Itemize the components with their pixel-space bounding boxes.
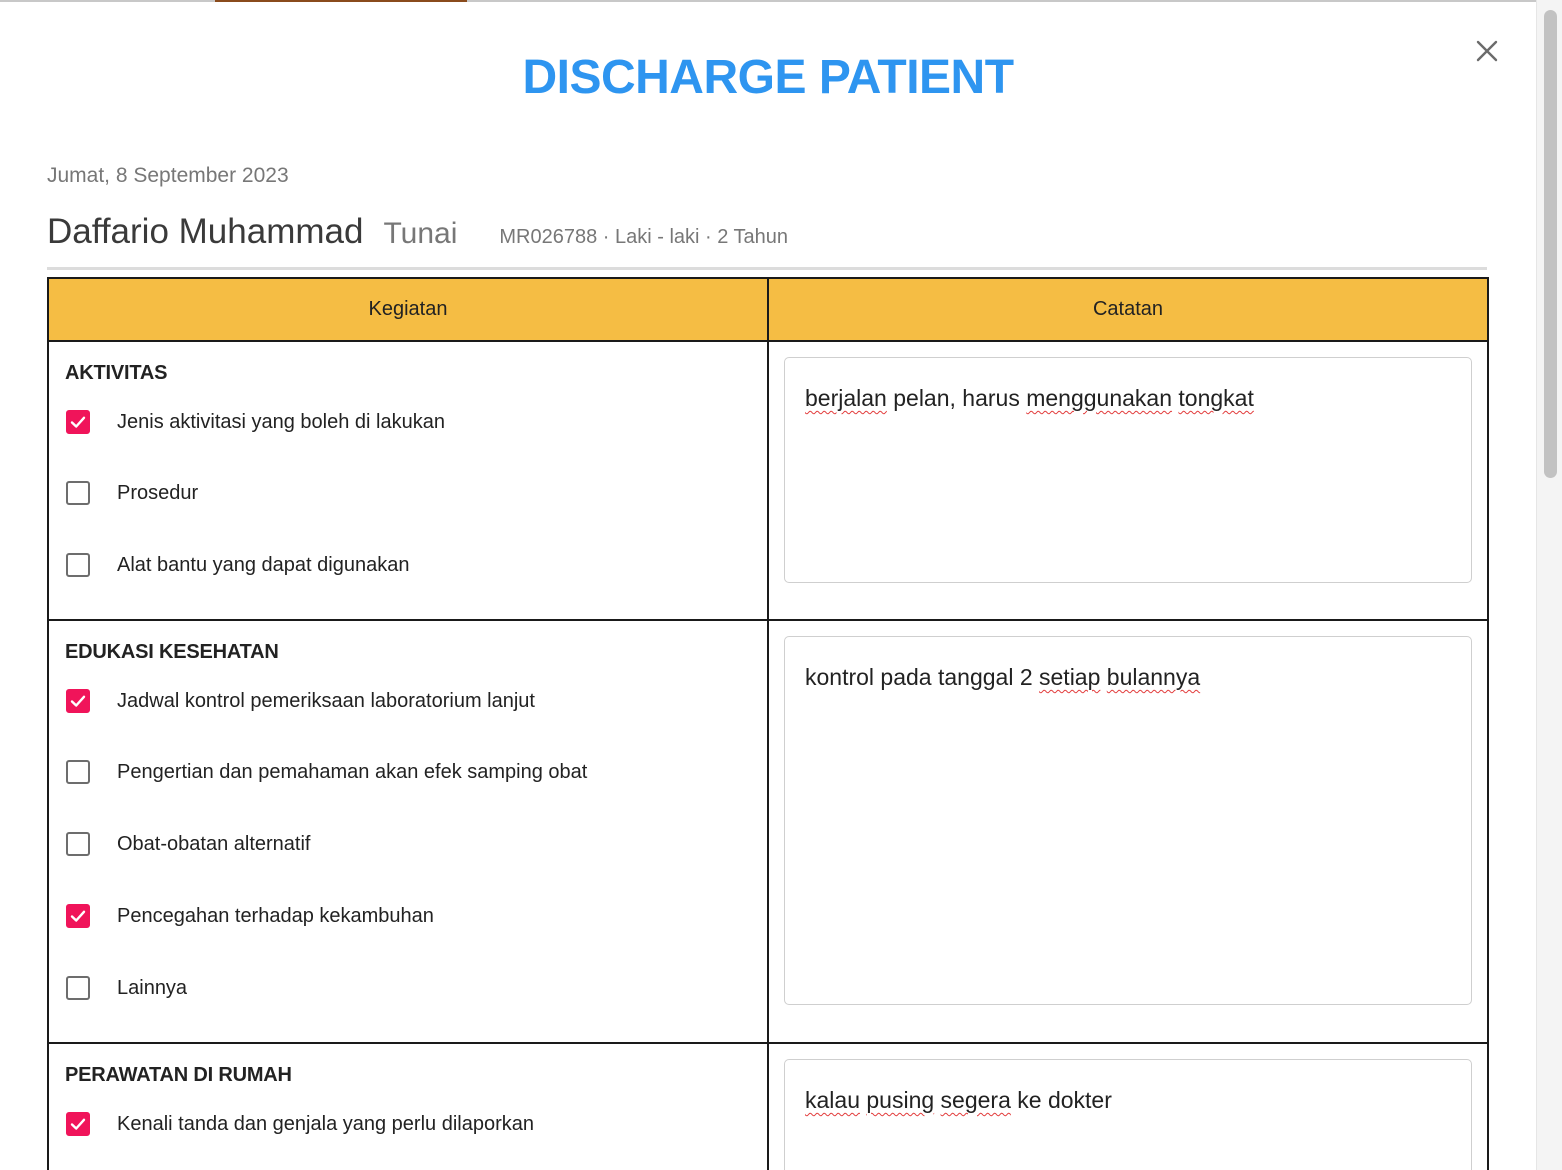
activity-cell (48, 1043, 768, 1170)
notes-textarea[interactable]: kalau pusing segera ke dokter (784, 1059, 1472, 1170)
discharge-modal (0, 2, 1536, 1170)
check-icon (69, 1115, 87, 1133)
check-item[interactable] (50, 387, 766, 457)
note-word: kalau (805, 1087, 860, 1113)
checkbox-label: Jadwal kontrol pemeriksaan laboratorium lanjut (117, 689, 535, 712)
check-icon (69, 692, 87, 710)
note-word: menggunakan (1026, 385, 1173, 411)
checkbox[interactable] (66, 410, 90, 434)
notes-cell (768, 1043, 1488, 1170)
checkbox[interactable] (66, 976, 90, 1000)
section-row-aktivitas (48, 341, 1488, 620)
checkbox-label: Lainnya (117, 976, 188, 999)
section-title: PERAWATAN DI RUMAH (65, 1064, 292, 1086)
checkbox[interactable] (66, 760, 90, 784)
activity-cell (48, 620, 768, 1043)
notes-textarea[interactable]: berjalan pelan, harus menggunakan tongkat (784, 357, 1472, 583)
checkbox[interactable] (66, 904, 90, 928)
check-item[interactable] (50, 952, 766, 1024)
section-row-edukasi-kesehatan (48, 620, 1488, 1043)
payment-type: Tunai (383, 217, 458, 250)
check-item[interactable] (50, 808, 766, 880)
checkbox-label: Alat bantu yang dapat digunakan (117, 553, 410, 576)
header-divider (47, 267, 1487, 270)
checkbox[interactable] (66, 481, 90, 505)
checkbox-label: Pengertian dan pemahaman akan efek samping obat (117, 760, 588, 783)
patient-meta: MR026788 · Laki - laki · 2 Tahun (499, 226, 789, 248)
column-header-activity: Kegiatan (48, 278, 768, 341)
table-header-row (48, 278, 1488, 341)
note-word: setiap (1039, 664, 1101, 690)
section-row-perawatan-di-rumah (48, 1043, 1488, 1170)
checkbox-label: Prosedur (117, 481, 199, 504)
checkbox-label: Obat-obatan alternatif (117, 832, 311, 855)
section-title: EDUKASI KESEHATAN (65, 641, 279, 663)
page-title: DISCHARGE PATIENT (522, 51, 1014, 104)
check-item[interactable] (50, 457, 766, 529)
patient-info (47, 212, 1487, 258)
check-item[interactable] (50, 529, 766, 601)
close-button[interactable] (1470, 34, 1504, 68)
check-item[interactable] (50, 880, 766, 952)
check-item[interactable] (50, 1089, 766, 1159)
check-item[interactable] (50, 736, 766, 808)
checkbox-label: Pencegahan terhadap kekambuhan (117, 904, 434, 927)
note-word: segera (940, 1087, 1011, 1113)
scrollbar-thumb[interactable] (1544, 10, 1557, 478)
note-word: berjalan (805, 385, 887, 411)
close-icon (1470, 34, 1504, 68)
checkbox-label: Kenali tanda dan genjala yang perlu dilaporkan (117, 1112, 534, 1135)
column-header-notes: Catatan (768, 278, 1488, 341)
check-item[interactable] (50, 666, 766, 736)
notes-cell (768, 620, 1488, 1043)
checkbox[interactable] (66, 1112, 90, 1136)
checkbox[interactable] (66, 553, 90, 577)
checkbox[interactable] (66, 832, 90, 856)
check-icon (69, 907, 87, 925)
notes-textarea[interactable]: kontrol pada tanggal 2 setiap bulannya (784, 636, 1472, 1005)
note-word: pusing (866, 1087, 935, 1113)
notes-cell (768, 341, 1488, 620)
activity-cell (48, 341, 768, 620)
vertical-scrollbar[interactable] (1536, 0, 1562, 1170)
patient-name: Daffario Muhammad (47, 212, 364, 251)
checkbox-label: Jenis aktivitasi yang boleh di lakukan (117, 410, 445, 433)
check-icon (69, 413, 87, 431)
note-word: tongkat (1178, 385, 1254, 411)
visit-date: Jumat, 8 September 2023 (47, 164, 289, 187)
section-title: AKTIVITAS (65, 362, 168, 384)
note-word: bulannya (1106, 664, 1201, 690)
discharge-table (47, 277, 1489, 1170)
checkbox[interactable] (66, 689, 90, 713)
